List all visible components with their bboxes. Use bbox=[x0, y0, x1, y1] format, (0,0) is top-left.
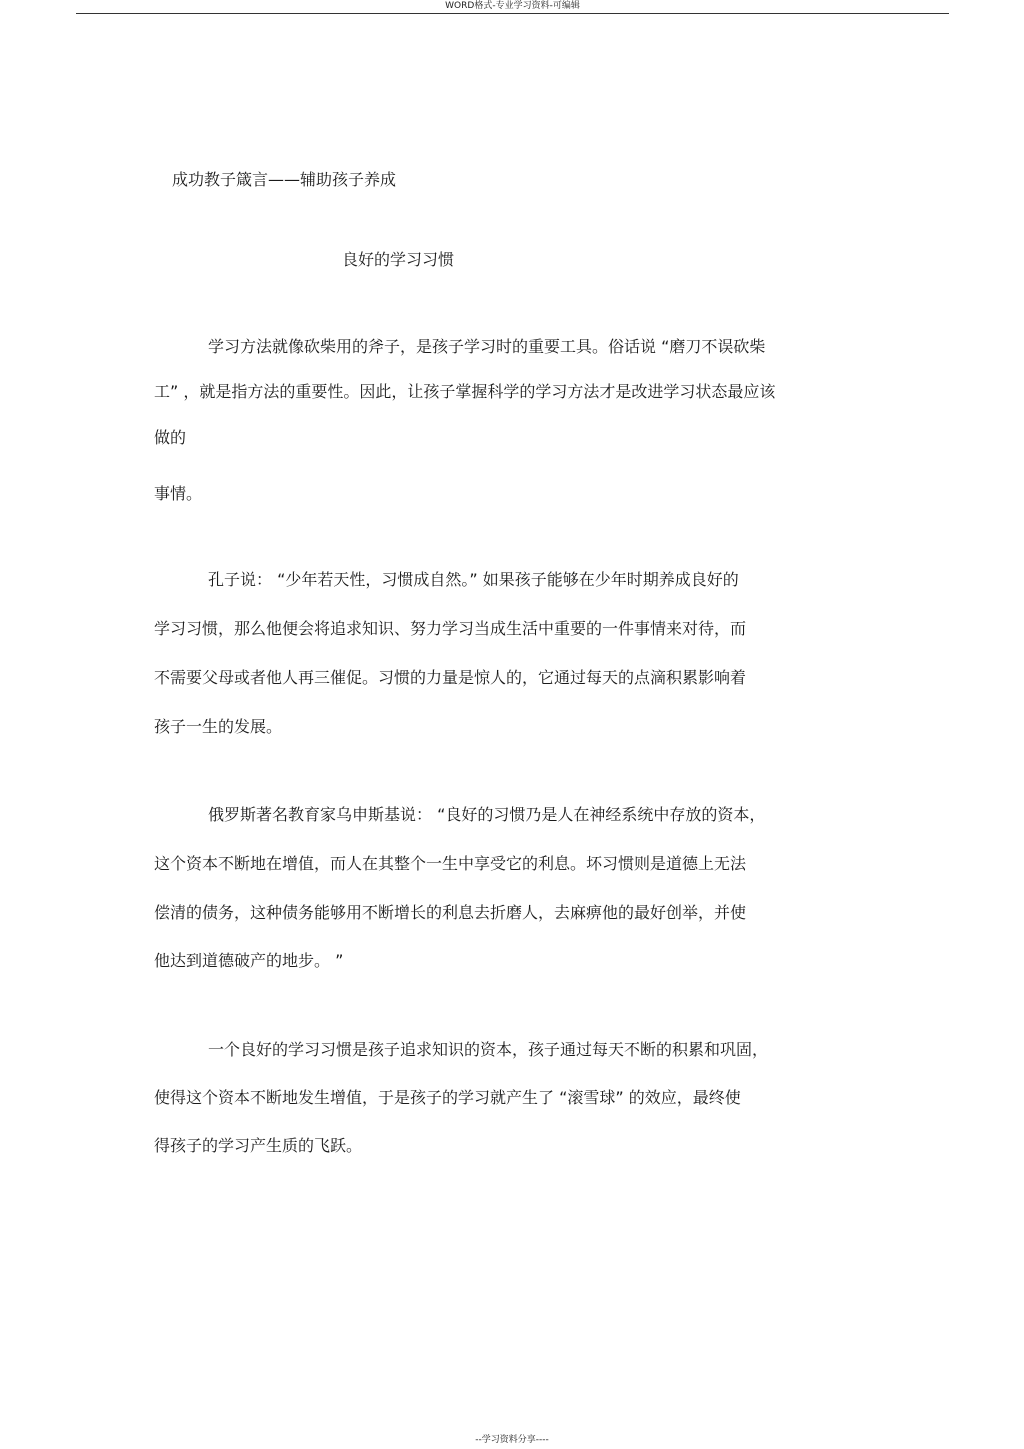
paragraph-line: 得孩子的学习产生质的飞跃。 bbox=[154, 1136, 363, 1155]
paragraph-line: 学习方法就像砍柴用的斧子，是孩子学习时的重要工具。俗话说 “磨刀不误砍柴 bbox=[208, 337, 766, 356]
paragraph-line: 俄罗斯著名教育家乌申斯基说： “良好的习惯乃是人在神经系统中存放的资本， bbox=[208, 805, 766, 824]
title-line-1: 成功教子箴言——辅助孩子养成 bbox=[172, 170, 397, 189]
paragraph-line: 孔子说： “少年若天性，习惯成自然。” 如果孩子能够在少年时期养成良好的 bbox=[208, 570, 739, 589]
page-header: WORD格式-专业学习资料-可编辑 bbox=[76, 0, 949, 14]
title-line-2: 良好的学习习惯 bbox=[342, 250, 455, 269]
paragraph-line: 这个资本不断地在增值，而人在其整个一生中享受它的利息。坏习惯则是道德上无法 bbox=[154, 854, 747, 873]
paragraph-line: 工” ，就是指方法的重要性。因此，让孩子掌握科学的学习方法才是改进学习状态最应该 bbox=[154, 382, 776, 401]
paragraph-line: 做的 bbox=[154, 428, 187, 447]
page-footer: --学习资料分享---- bbox=[475, 1435, 549, 1445]
paragraph-line: 事情。 bbox=[154, 484, 203, 503]
paragraph-line: 使得这个资本不断地发生增值，于是孩子的学习就产生了 “滚雪球” 的效应，最终使 bbox=[154, 1088, 741, 1107]
paragraph-line: 学习习惯，那么他便会将追求知识、努力学习当成生活中重要的一件事情来对待，而 bbox=[154, 619, 747, 638]
paragraph-line: 不需要父母或者他人再三催促。习惯的力量是惊人的，它通过每天的点滴积累影响着 bbox=[154, 668, 747, 687]
paragraph-line: 孩子一生的发展。 bbox=[154, 717, 283, 736]
paragraph-line: 偿清的债务，这种债务能够用不断增长的利息去折磨人，去麻痹他的最好创举，并使 bbox=[154, 903, 747, 922]
paragraph-line: 他达到道德破产的地步。 ” bbox=[154, 951, 344, 970]
paragraph-line: 一个良好的学习习惯是孩子追求知识的资本，孩子通过每天不断的积累和巩固， bbox=[208, 1040, 769, 1059]
